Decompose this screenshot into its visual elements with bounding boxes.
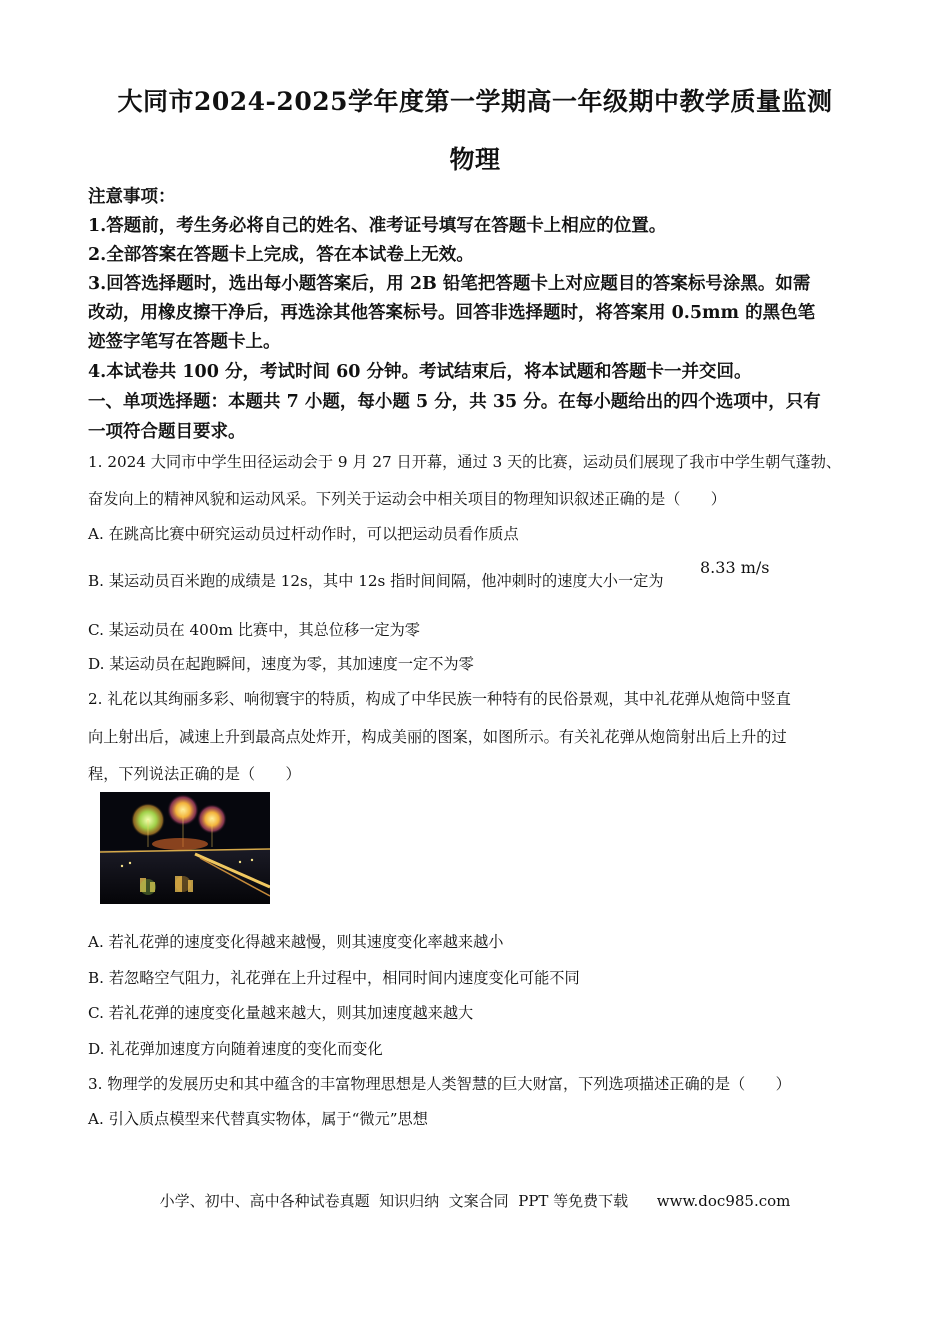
q1-stem-cont: 奋发向上的精神风貌和运动风采。下列关于运动会中相关项目的物理知识叙述正确的是（ ） (88, 490, 726, 508)
q2-option-d: D. 礼花弹加速度方向随着速度的变化而变化 (88, 1040, 383, 1058)
q1-option-d: D. 某运动员在起跑瞬间，速度为零，其加速度一定不为零 (88, 655, 474, 673)
notice-line: 4.本试卷共 100 分，考试时间 60 分钟。考试结束后，将本试题和答题卡一并交回。 (88, 362, 752, 382)
page-footer: 小学、初中、高中各种试卷真题 知识归纳 文案合同 PPT 等免费下载 www.doc985.com (159, 1192, 791, 1210)
q2-option-c: C. 若礼花弹的速度变化量越来越大，则其加速度越来越大 (88, 1004, 474, 1022)
exam-title: 大同市2024-2025学年度第一学期高一年级期中教学质量监测 (117, 87, 833, 116)
section-heading: 一、单项选择题：本题共 7 小题，每小题 5 分，共 35 分。在每小题给出的四个选项中，只有 (88, 392, 821, 412)
q2-option-b: B. 若忽略空气阻力，礼花弹在上升过程中，相同时间内速度变化可能不同 (88, 969, 580, 987)
notice-line: 1.答题前，考生务必将自己的姓名、准考证号填写在答题卡上相应的位置。 (88, 216, 667, 236)
q1-stem: 1. 2024 大同市中学生田径运动会于 9 月 27 日开幕，通过 3 天的比赛，运动员们展现了我市中学生朝气蓬勃、 (88, 453, 842, 471)
notice-heading: 注意事项： (88, 187, 176, 207)
notice-line: 迹签字笔写在答题卡上。 (88, 332, 281, 352)
q2-option-a: A. 若礼花弹的速度变化得越来越慢，则其速度变化率越来越小 (88, 933, 504, 951)
q2-stem-cont: 向上射出后，减速上升到最高点处炸开，构成美丽的图案，如图所示。有关礼花弹从炮筒射出后上升的过 (88, 728, 787, 746)
notice-line: 改动，用橡皮擦干净后，再选涂其他答案标号。回答非选择题时，将答案用 0.5mm 的黑色笔 (88, 303, 816, 323)
notice-line: 3.回答选择题时，选出每小题答案后，用 2B 铅笔把答题卡上对应题目的答案标号涂黑。如需 (88, 274, 811, 294)
q3-stem: 3. 物理学的发展历史和其中蕴含的丰富物理思想是人类智慧的巨大财富，下列选项描述正确的是（ ） (88, 1075, 791, 1093)
notice-line: 2.全部答案在答题卡上完成，答在本试卷上无效。 (88, 245, 474, 265)
q3-option-a: A. 引入质点模型来代替真实物体，属于“微元”思想 (88, 1110, 428, 1128)
fireworks-image (100, 792, 270, 904)
q2-stem-cont: 程，下列说法正确的是（ ） (88, 765, 301, 783)
section-heading-cont: 一项符合题目要求。 (88, 422, 246, 442)
q1-speed-value: 8.33 m/s (700, 558, 770, 577)
q1-option-a: A. 在跳高比赛中研究运动员过杆动作时，可以把运动员看作质点 (88, 525, 519, 543)
q1-option-c: C. 某运动员在 400m 比赛中，其总位移一定为零 (88, 621, 420, 639)
exam-subject: 物理 (449, 145, 501, 174)
q1-option-b: B. 某运动员百米跑的成绩是 12s，其中 12s 指时间间隔，他冲刺时的速度大小一定为 (88, 572, 664, 590)
q2-stem: 2. 礼花以其绚丽多彩、响彻寰宇的特质，构成了中华民族一种特有的民俗景观，其中礼花弹从炮筒中竖直 (88, 690, 791, 708)
